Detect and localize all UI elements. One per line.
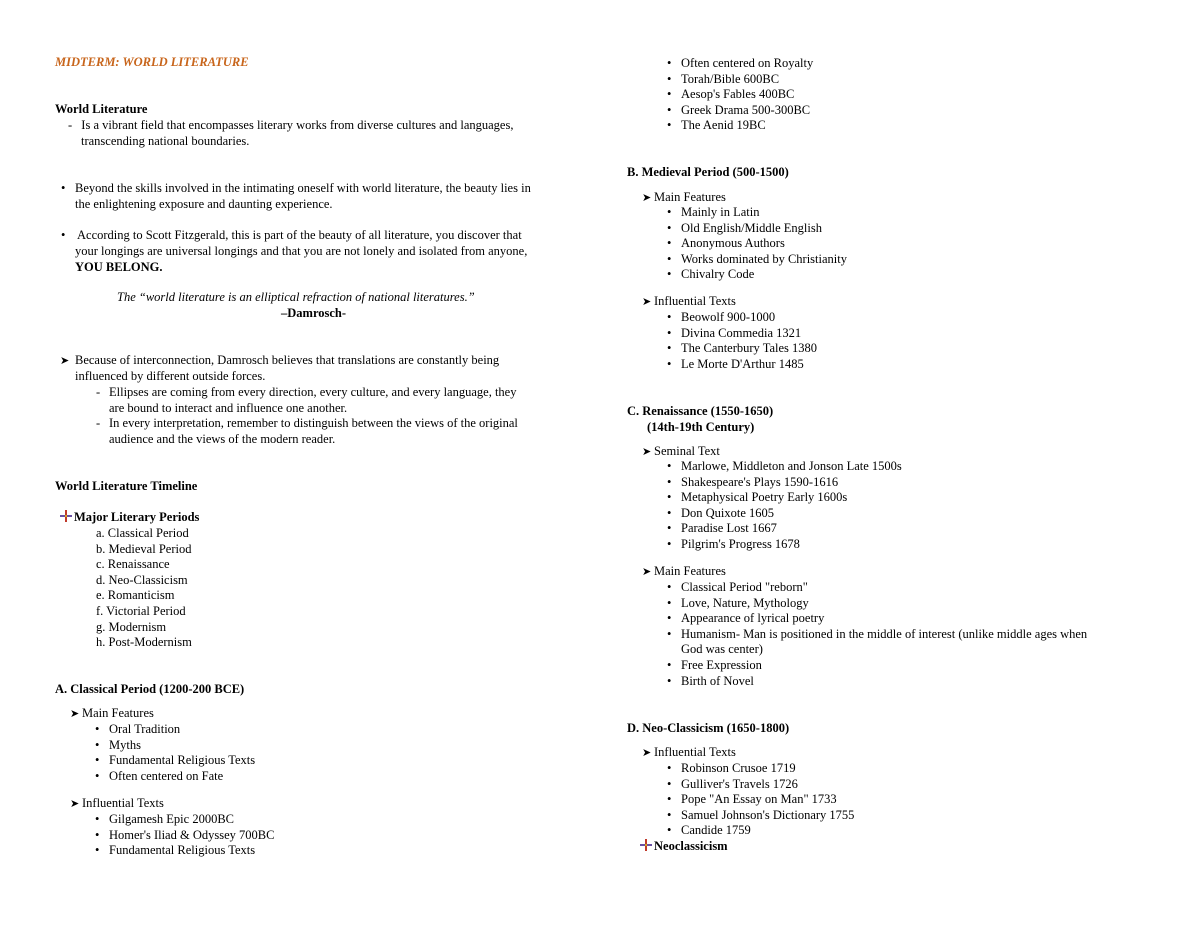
periods-heading	[60, 510, 199, 526]
quote-author: –Damrosch-	[281, 306, 347, 320]
list-item: • Paradise Lost 1667	[667, 521, 902, 537]
list-item: • Free Expression	[667, 658, 762, 674]
section-heading-timeline: World Literature Timeline	[55, 479, 198, 493]
paragraph-line: are bound to interact and influence one another.	[109, 401, 348, 415]
list-item: • Samuel Johnson's Dictionary 1755	[667, 808, 854, 824]
classical-texts-continued-list	[667, 56, 813, 134]
list-item: f. Victorial Period	[96, 603, 186, 618]
list-item: • Often centered on Royalty	[667, 56, 813, 72]
periods-list	[96, 526, 192, 651]
section-heading-world-literature: World Literature	[55, 102, 148, 116]
arrowhead-bullet-icon: ➤	[70, 798, 80, 810]
four-point-cross-bullet-icon	[640, 839, 654, 851]
emphasis-text: YOU BELONG.	[75, 260, 163, 274]
list-item: • Shakespeare's Plays 1590-1616	[667, 475, 902, 491]
sublist-label-text: Main Features	[654, 564, 726, 578]
list-item: c. Renaissance	[96, 557, 170, 572]
paragraph-line: According to Scott Fitzgerald, this is part of the beauty of all literature, you discover that	[77, 228, 522, 242]
section-subheading-renaissance: (14th-19th Century)	[647, 420, 755, 434]
paragraph-line: influenced by different outside forces.	[75, 369, 266, 383]
bullet-dot: •	[61, 228, 66, 242]
list-item: • Old English/Middle English	[667, 221, 847, 237]
sublist-label-text: Influential Texts	[82, 796, 164, 810]
classical-texts-list	[95, 812, 274, 859]
list-item: • Love, Nature, Mythology	[667, 596, 1087, 612]
list-item: • Pope "An Essay on Man" 1733	[667, 792, 854, 808]
list-item: • Oral Tradition	[95, 722, 255, 738]
paragraph-line: Because of interconnection, Damrosch believes that translations are constantly being	[75, 353, 500, 367]
sublist-label-text: Influential Texts	[654, 745, 736, 759]
paragraph-line: the enlightening exposure and daunting experience.	[75, 197, 333, 211]
paragraph-line: Ellipses are coming from every direction, every culture, and every language, they	[109, 385, 517, 399]
paragraph-line: Beyond the skills involved in the intimating oneself with world literature, the beauty lies in	[75, 181, 531, 195]
document-title: MIDTERM: WORLD LITERATURE	[55, 55, 249, 69]
list-item: • Anonymous Authors	[667, 236, 847, 252]
arrowhead-bullet-icon: ➤	[60, 355, 70, 367]
list-item: • Pilgrim's Progress 1678	[667, 537, 902, 553]
arrowhead-bullet-icon: ➤	[642, 566, 652, 578]
arrowhead-bullet-icon: ➤	[642, 296, 652, 308]
list-item: • Metaphysical Poetry Early 1600s	[667, 490, 902, 506]
definition-line: transcending national boundaries.	[81, 134, 250, 148]
list-item: • Beowolf 900-1000	[667, 310, 817, 326]
list-item: • Greek Drama 500-300BC	[667, 103, 813, 119]
list-item: • Often centered on Fate	[95, 769, 255, 785]
renaissance-features-list-continued	[667, 658, 762, 689]
medieval-features-list	[667, 205, 847, 283]
paragraph-line: In every interpretation, remember to distinguish between the views of the original	[109, 416, 518, 430]
periods-heading-label: Major Literary Periods	[74, 510, 200, 524]
section-heading-renaissance: C. Renaissance (1550-1650)	[627, 404, 774, 418]
neoclassicism-subheading-label: Neoclassicism	[654, 839, 728, 853]
dash-marker: -	[68, 118, 73, 132]
list-item: • Humanism- Man is positioned in the middle of interest (unlike middle ages when	[667, 627, 1087, 643]
neoclassicism-texts-list	[667, 761, 854, 839]
arrowhead-bullet-icon: ➤	[642, 446, 652, 458]
section-heading-neoclassicism: D. Neo-Classicism (1650-1800)	[627, 721, 790, 735]
list-item: h. Post-Modernism	[96, 635, 192, 650]
list-item: • Works dominated by Christianity	[667, 252, 847, 268]
list-item: • Appearance of lyrical poetry	[667, 611, 1087, 627]
list-item: • Robinson Crusoe 1719	[667, 761, 854, 777]
four-point-cross-bullet-icon	[60, 510, 74, 522]
list-item: d. Neo-Classicism	[96, 572, 188, 587]
bullet-dot: •	[61, 181, 66, 195]
medieval-texts-list	[667, 310, 817, 372]
list-item: • The Canterbury Tales 1380	[667, 341, 817, 357]
sublist-label-text: Main Features	[82, 706, 154, 720]
renaissance-features-list	[667, 580, 1087, 642]
list-item: • Torah/Bible 600BC	[667, 72, 813, 88]
list-item: • The Aenid 19BC	[667, 118, 813, 134]
classical-features-list	[95, 722, 255, 784]
list-item: a. Classical Period	[96, 526, 189, 540]
sublist-label	[642, 294, 736, 311]
section-heading-classical: A. Classical Period (1200-200 BCE)	[55, 682, 245, 696]
list-item: • Fundamental Religious Texts	[95, 843, 274, 859]
list-item-continuation: God was center)	[681, 642, 763, 656]
list-item: • Myths	[95, 738, 255, 754]
paragraph-line: your longings are universal longings and that you are not lonely and isolated from anyone,	[75, 244, 528, 258]
sublist-label	[70, 796, 164, 813]
list-item: • Marlowe, Middleton and Jonson Late 1500s	[667, 459, 902, 475]
list-item: • Le Morte D'Arthur 1485	[667, 357, 817, 373]
list-item: • Classical Period "reborn"	[667, 580, 1087, 596]
list-item: • Mainly in Latin	[667, 205, 847, 221]
arrowhead-bullet-icon: ➤	[642, 192, 652, 204]
sublist-label	[70, 706, 154, 723]
arrowhead-bullet-icon: ➤	[70, 708, 80, 720]
sublist-label	[642, 564, 726, 581]
sublist-label-text: Influential Texts	[654, 294, 736, 308]
list-item: • Homer's Iliad & Odyssey 700BC	[95, 828, 274, 844]
list-item: • Candide 1759	[667, 823, 854, 839]
sublist-label	[642, 745, 736, 762]
list-item: • Fundamental Religious Texts	[95, 753, 255, 769]
dash-marker: -	[96, 416, 101, 430]
quote: The “world literature is an elliptical refraction of national literatures.”	[117, 290, 475, 304]
list-item: • Chivalry Code	[667, 267, 847, 283]
definition	[68, 118, 513, 134]
list-item: • Birth of Novel	[667, 674, 762, 690]
renaissance-seminal-list	[667, 459, 902, 553]
neoclassicism-subheading	[640, 839, 728, 855]
list-item: • Divina Commedia 1321	[667, 326, 817, 342]
section-heading-medieval: B. Medieval Period (500-1500)	[627, 165, 789, 179]
list-item: g. Modernism	[96, 619, 167, 634]
list-item: • Aesop's Fables 400BC	[667, 87, 813, 103]
list-item: • Don Quixote 1605	[667, 506, 902, 522]
list-item: e. Romanticism	[96, 588, 175, 603]
definition-line: Is a vibrant field that encompasses literary works from diverse cultures and languages,	[81, 118, 514, 132]
sublist-label-text: Main Features	[654, 190, 726, 204]
dash-marker: -	[96, 385, 101, 399]
list-item: b. Medieval Period	[96, 541, 192, 556]
arrowhead-bullet-icon: ➤	[642, 747, 652, 759]
paragraph-line: audience and the views of the modern reader.	[109, 432, 336, 446]
sublist-label-text: Seminal Text	[654, 444, 720, 458]
list-item: • Gulliver's Travels 1726	[667, 777, 854, 793]
list-item: • Gilgamesh Epic 2000BC	[95, 812, 274, 828]
